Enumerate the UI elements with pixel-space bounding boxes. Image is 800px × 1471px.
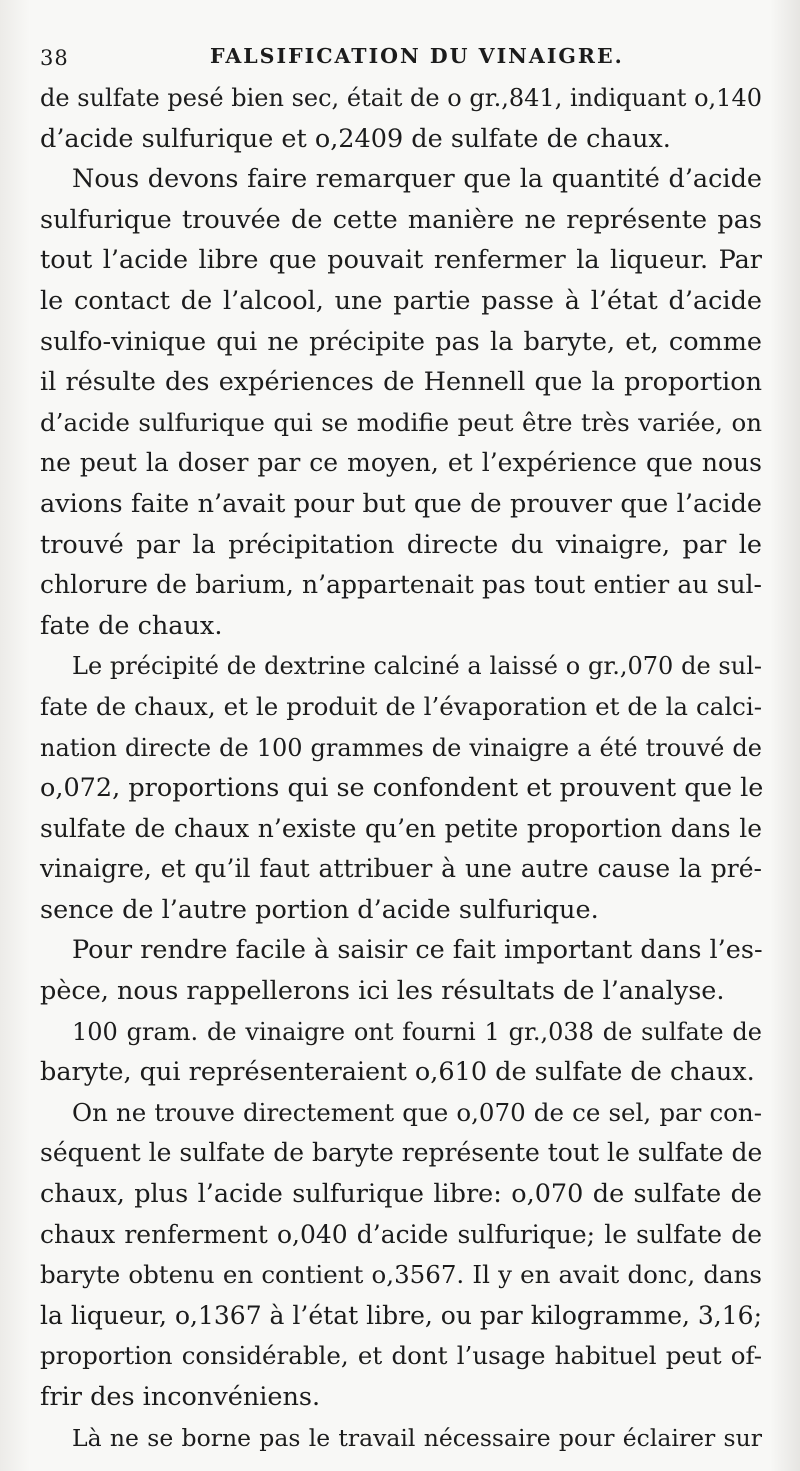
text-line: baryte, qui représenteraient o,610 de sulfate de chaux. <box>40 1057 755 1088</box>
text-line: frir des inconvéniens. <box>40 1382 321 1412</box>
text-line: la liqueur, o,1367 à l’état libre, ou par kilogramme, 3,16; <box>40 1300 762 1330</box>
text-line: fate de chaux. <box>40 610 223 641</box>
text-line: Nous devons faire remarquer que la quantité d’acide <box>72 164 762 195</box>
text-line: sulfate de chaux n’existe qu’en petite proportion dans le <box>40 813 762 843</box>
body-text <box>40 78 762 1458</box>
text-line: séquent le sulfate de baryte représente tout le sulfate de <box>40 1138 763 1168</box>
text-line: o,072, proportions qui se confondent et prouvent que le <box>40 773 764 804</box>
text-line: le contact de l’alcool, une partie passe à l’état d’acide <box>40 285 762 316</box>
page-header <box>36 38 766 78</box>
text-line: vinaigre, et qu’il faut attribuer à une autre cause la pré- <box>40 854 762 884</box>
text-line: chaux, plus l’acide sulfurique libre: o,070 de sulfate de <box>40 1179 762 1210</box>
page-number: 38 <box>40 46 69 70</box>
text-line: ne peut la doser par ce moyen, et l’expérience que nous <box>40 448 762 478</box>
text-line: d’acide sulfurique et o,2409 de sulfate de chaux. <box>40 123 671 154</box>
text-line: sulfo-vinique qui ne précipite pas la baryte, et, comme <box>40 326 762 357</box>
text-line: il résulte des expériences de Hennell que la proportion <box>40 367 762 398</box>
text-line: sulfurique trouvée de cette manière ne représente pas <box>40 204 762 235</box>
running-title: FALSIFICATION DU VINAIGRE. <box>210 44 624 68</box>
text-line: chlorure de barium, n’appartenait pas tout entier au sul- <box>40 570 762 600</box>
text-line: d’acide sulfurique qui se modifie peut être très variée, on <box>40 407 762 437</box>
text-line: tout l’acide libre que pouvait renfermer la liqueur. Par <box>40 245 762 276</box>
text-line: proportion considérable, et dont l’usage habituel peut of- <box>40 1341 762 1371</box>
text-line: trouvé par la précipitation directe du vinaigre, par le <box>40 529 762 560</box>
text-line: pèce, nous rappellerons ici les résultats de l’analyse. <box>40 976 725 1007</box>
text-line: Là ne se borne pas le travail nécessaire pour éclairer sur <box>72 1423 762 1452</box>
text-line: Pour rendre facile à saisir ce fait important dans l’es- <box>72 935 763 966</box>
text-line: Le précipité de dextrine calciné a laissé o gr.,070 de sul- <box>72 652 762 681</box>
text-line: chaux renferment o,040 d’acide sulfurique; le sulfate de <box>40 1219 762 1249</box>
text-line: avions faite n’avait pour but que de prouver que l’acide <box>40 488 762 519</box>
text-line: sence de l’autre portion d’acide sulfurique. <box>40 894 599 925</box>
text-line: On ne trouve directement que o,070 de ce sel, par con- <box>72 1097 762 1127</box>
text-line: nation directe de 100 grammes de vinaigre a été trouvé de <box>40 733 762 762</box>
text-line: baryte obtenu en contient o,3567. Il y en avait donc, dans <box>40 1260 762 1290</box>
text-line: fate de chaux, et le produit de l’évaporation et de la calci- <box>40 691 762 721</box>
text-line: 100 gram. de vinaigre ont fourni 1 gr.,038 de sulfate de <box>72 1017 762 1046</box>
text-line: de sulfate pesé bien sec, était de o gr.,841, indiquant o,140 <box>40 84 762 112</box>
